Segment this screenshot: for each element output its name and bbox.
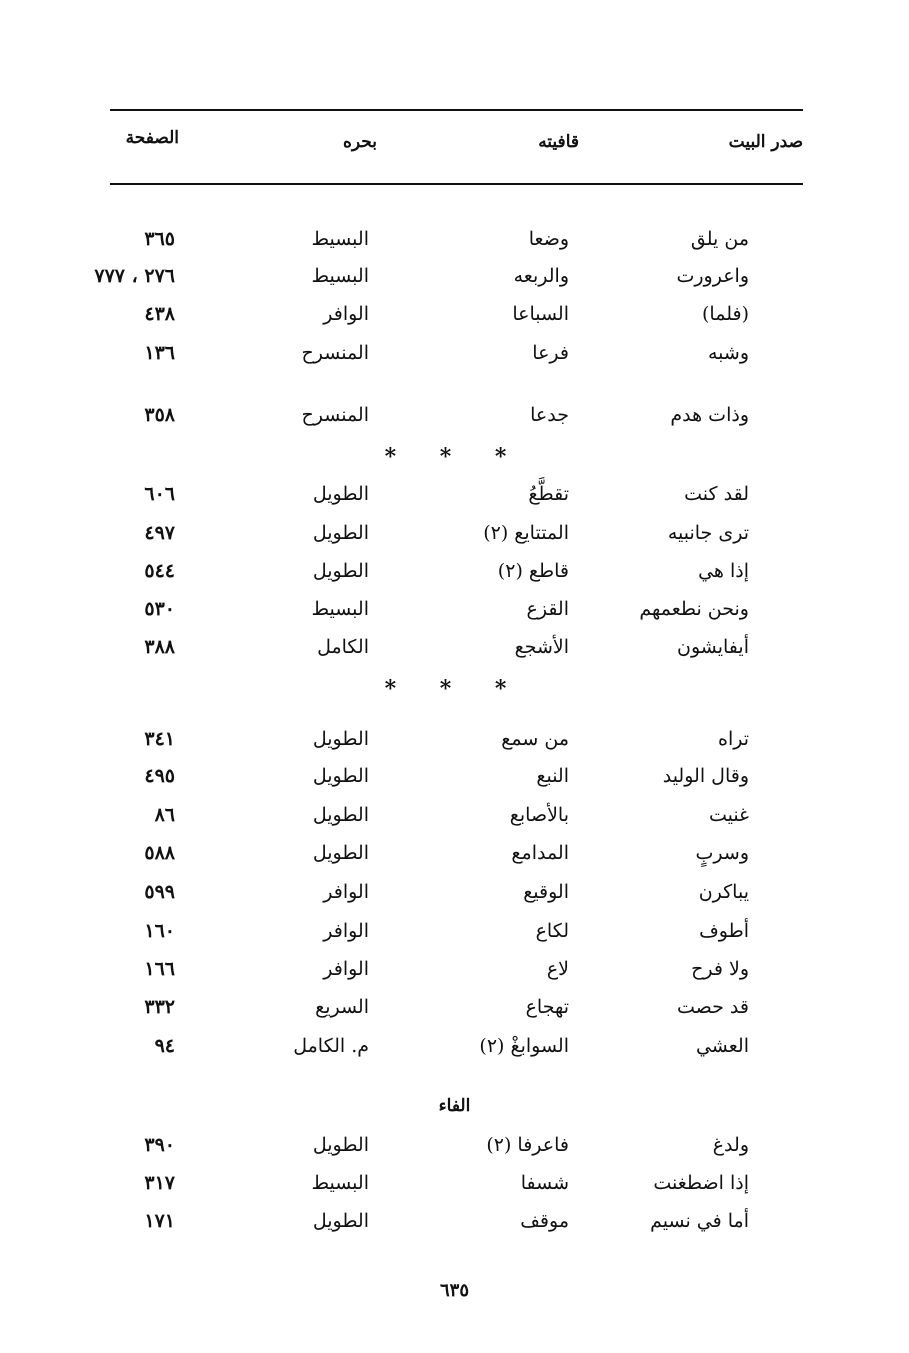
- first-part-cell: وسربٍ: [695, 842, 749, 864]
- page-cell: ٣٤١: [144, 728, 175, 750]
- page-cell: ٥٣٠: [144, 598, 175, 620]
- meter-cell: السريع: [315, 996, 369, 1018]
- table-row: [0, 765, 909, 801]
- rhyme-cell: لكاع: [535, 920, 569, 942]
- table-row: [0, 804, 909, 840]
- meter-cell: البسيط: [311, 228, 369, 250]
- first-part-cell: قد حصت: [677, 996, 749, 1018]
- rhyme-cell: والربعه: [513, 265, 569, 287]
- header-rhyme: قافيته: [538, 132, 579, 152]
- page-cell: ٣٦٥: [144, 228, 175, 250]
- table-row: [0, 303, 909, 339]
- first-part-cell: غنيت: [708, 804, 749, 826]
- meter-cell: الطويل: [312, 765, 369, 787]
- rhyme-cell: تقطَّعُ: [528, 483, 569, 505]
- table-row: [0, 483, 909, 519]
- first-part-cell: ولا فرح: [691, 958, 749, 980]
- rhyme-cell: بالأصابع: [509, 804, 569, 826]
- header-bottom-rule: [110, 183, 803, 185]
- meter-cell: الوافر: [323, 303, 369, 325]
- table-row: [0, 996, 909, 1032]
- rhyme-cell: وضعا: [528, 228, 569, 250]
- rhyme-cell: فرعا: [532, 342, 569, 364]
- meter-cell: الوافر: [323, 958, 369, 980]
- table-row: [0, 522, 909, 558]
- rhyme-cell: الوقيع: [523, 881, 569, 903]
- table-row: [0, 265, 909, 301]
- rhyme-cell: النبع: [536, 765, 569, 787]
- page-cell: ٣٥٨: [144, 404, 175, 426]
- first-part-cell: ترى جانبيه: [667, 522, 749, 544]
- page-cell: ٩٤: [154, 1035, 175, 1057]
- page-cell: ١٦٦: [144, 958, 175, 980]
- page-cell: ٤٣٨: [144, 303, 175, 325]
- rhyme-cell: من سمع: [501, 728, 569, 750]
- first-part-cell: وذات هدم: [670, 404, 749, 426]
- header-page: الصفحة: [125, 128, 179, 148]
- table-row: [0, 1134, 909, 1170]
- rhyme-cell: السباعا: [512, 303, 569, 325]
- rhyme-cell: المدامع: [511, 842, 569, 864]
- table-row: [0, 1210, 909, 1246]
- first-part-cell: وقال الوليد: [662, 765, 749, 787]
- meter-cell: الوافر: [323, 920, 369, 942]
- first-part-cell: لقد كنت: [684, 483, 749, 505]
- page-cell: ٨٦: [154, 804, 175, 826]
- first-part-cell: أيفايشون: [677, 636, 749, 658]
- page-cell: ١٦٠: [144, 920, 175, 942]
- page-cell: ٢٧٦ ، ٧٧٧: [94, 265, 175, 287]
- page-cell: ٥٤٤: [144, 560, 175, 582]
- first-part-cell: تراه: [717, 728, 749, 750]
- first-part-cell: العشي: [695, 1035, 749, 1057]
- header-meter: بحره: [343, 132, 377, 152]
- first-part-cell: أطوف: [699, 920, 749, 942]
- meter-cell: الطويل: [312, 522, 369, 544]
- top-rule: [110, 109, 803, 111]
- page-cell: ٣٨٨: [144, 636, 175, 658]
- page-cell: ٤٩٥: [144, 765, 175, 787]
- table-row: [0, 560, 909, 596]
- page-cell: ٥٩٩: [144, 881, 175, 903]
- asterisk-separator: * * *: [384, 444, 525, 470]
- meter-cell: الطويل: [312, 804, 369, 826]
- rhyme-cell: تهجاع: [525, 996, 569, 1018]
- first-part-cell: (فلما): [702, 303, 749, 325]
- meter-cell: الطويل: [312, 1210, 369, 1232]
- rhyme-cell: شسفا: [520, 1172, 569, 1194]
- meter-cell: الطويل: [312, 1134, 369, 1156]
- header-first-part: صدر البيت: [728, 132, 803, 152]
- rhyme-cell: لاع: [546, 958, 569, 980]
- meter-cell: الوافر: [323, 881, 369, 903]
- table-row: [0, 958, 909, 994]
- meter-cell: الطويل: [312, 483, 369, 505]
- meter-cell: المنسرح: [301, 404, 369, 426]
- page-cell: ١٣٦: [144, 342, 175, 364]
- first-part-cell: واعرورت: [676, 265, 749, 287]
- rhyme-cell: قاطع (٢): [497, 560, 569, 582]
- first-part-cell: وشبه: [707, 342, 749, 364]
- meter-cell: الطويل: [312, 842, 369, 864]
- rhyme-cell: الأشجع: [514, 636, 569, 658]
- page-cell: ١٧١: [144, 1210, 175, 1232]
- page-cell: ٣٩٠: [144, 1134, 175, 1156]
- section-title-fa: الفاء: [438, 1096, 471, 1116]
- rhyme-cell: القزع: [526, 598, 569, 620]
- first-part-cell: من يلق: [690, 228, 749, 250]
- table-row: [0, 1035, 909, 1071]
- first-part-cell: يباكرن: [698, 881, 749, 903]
- meter-cell: البسيط: [311, 598, 369, 620]
- meter-cell: البسيط: [311, 1172, 369, 1194]
- meter-cell: المنسرح: [301, 342, 369, 364]
- meter-cell: البسيط: [311, 265, 369, 287]
- rhyme-cell: السوابغْ (٢): [479, 1035, 569, 1057]
- rhyme-cell: موقف: [520, 1210, 569, 1232]
- table-row: [0, 342, 909, 378]
- first-part-cell: إذا اضطغنت: [653, 1172, 749, 1194]
- page-number: ٦٣٥: [439, 1280, 469, 1301]
- meter-cell: الكامل: [317, 636, 369, 658]
- table-row: [0, 920, 909, 956]
- first-part-cell: أما في نسيم: [650, 1210, 749, 1232]
- table-row: [0, 636, 909, 672]
- table-row: [0, 842, 909, 878]
- table-row: [0, 404, 909, 440]
- first-part-cell: إذا هي: [698, 560, 749, 582]
- rhyme-cell: جدعا: [530, 404, 569, 426]
- meter-cell: م. الكامل: [293, 1035, 369, 1057]
- meter-cell: الطويل: [312, 560, 369, 582]
- rhyme-cell: فاعرفا (٢): [486, 1134, 569, 1156]
- page-cell: ٣٣٢: [144, 996, 175, 1018]
- first-part-cell: ولدغ: [712, 1134, 749, 1156]
- page-cell: ٥٨٨: [144, 842, 175, 864]
- meter-cell: الطويل: [312, 728, 369, 750]
- first-part-cell: ونحن نطعمهم: [639, 598, 749, 620]
- page-cell: ٤٩٧: [144, 522, 175, 544]
- page-cell: ٦٠٦: [144, 483, 175, 505]
- asterisk-separator: * * *: [384, 676, 525, 702]
- rhyme-cell: المتتايع (٢): [483, 522, 569, 544]
- table-row: [0, 1172, 909, 1208]
- table-row: [0, 728, 909, 764]
- table-row: [0, 598, 909, 634]
- table-row: [0, 881, 909, 917]
- table-row: [0, 228, 909, 264]
- page-cell: ٣١٧: [144, 1172, 175, 1194]
